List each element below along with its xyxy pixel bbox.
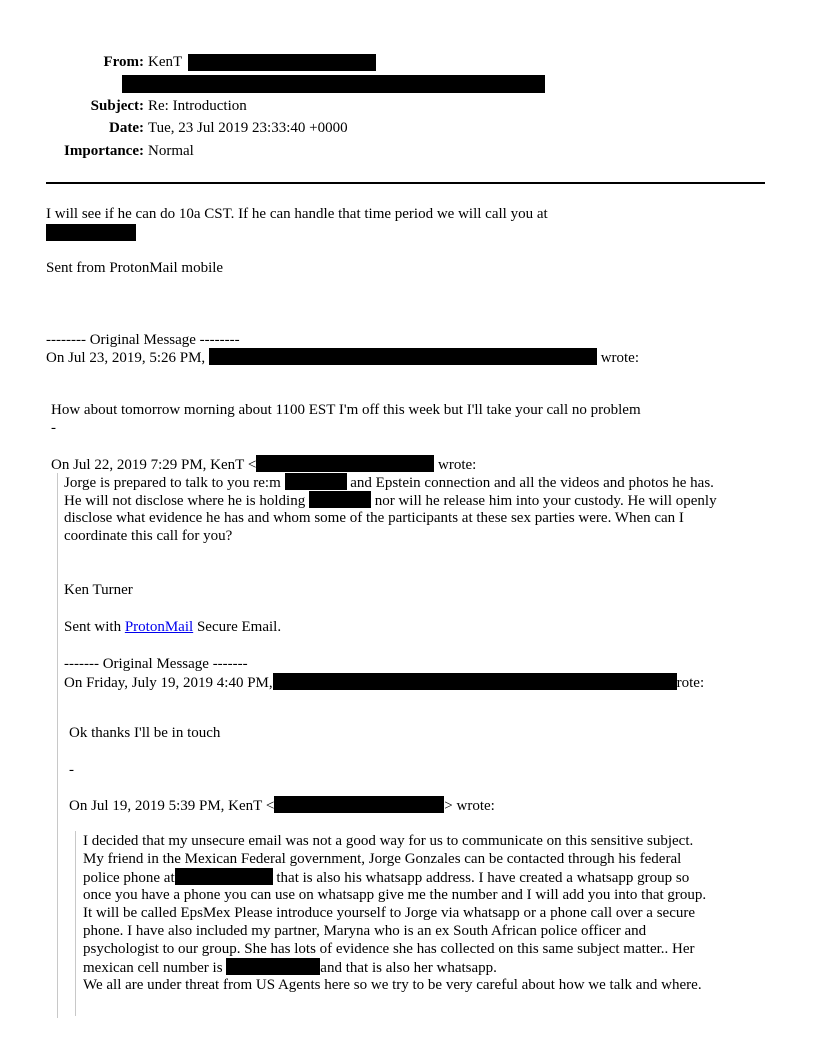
quote3-line8-a: mexican cell number is: [83, 960, 223, 976]
quote1-line3: disclose what evidence he has and whom some of the participants at these sex parties were. When can I: [64, 510, 684, 526]
quote3-line2: My friend in the Mexican Federal government, Jorge Gonzales can be contacted through his federal: [83, 851, 682, 867]
quote3-line3-a: police phone at: [83, 870, 175, 886]
quote3-line4: once you have a phone you can use on whatsapp give me the number and I will add you into that group.: [83, 887, 707, 903]
quote1-line1-a: Jorge is prepared to talk to you re:m: [64, 475, 281, 491]
quote3-line6: phone. I have also included my partner, Maryna who is an ex South African police officer and: [83, 923, 647, 939]
sent-with-a: Sent with: [64, 619, 122, 635]
quote2-dash: -: [69, 762, 74, 778]
quote2-on-suffix: > wrote:: [444, 798, 495, 814]
quote1-line1-b: and Epstein connection and all the videos and photos he has.: [350, 475, 714, 491]
header-divider: [46, 182, 765, 184]
quote2-header: [69, 796, 495, 815]
quote1-on-prefix: On Jul 22, 2019 7:29 PM, KenT <: [51, 457, 257, 473]
redaction-quote1-name: [285, 473, 347, 490]
quote1-line4: coordinate this call for you?: [64, 528, 233, 544]
quote3-line3-b: that is also his whatsapp address. I have created a whatsapp group so: [276, 870, 690, 886]
quote1-header: [51, 455, 476, 474]
importance-value: Normal: [148, 143, 194, 159]
sent-with-line: [64, 618, 281, 636]
quote1-line1: [64, 473, 714, 492]
quote3-line3: [83, 868, 689, 887]
subject-label: Subject:: [90, 98, 144, 114]
from-value: KenT: [148, 54, 183, 70]
quote-bar-level1: [57, 473, 58, 1018]
subject-value: Re: Introduction: [148, 98, 247, 114]
quote3-line7: psychologist to our group. She has lots of evidence she has collected on this same subject matter.. Her: [83, 941, 695, 957]
quote3-line8: [83, 958, 497, 977]
orig1-wrote: wrote:: [600, 350, 640, 366]
orig1-text: How about tomorrow morning about 1100 EST I'm off this week but I'll take your call no problem: [51, 402, 641, 418]
protonmail-link[interactable]: ProtonMail: [124, 619, 194, 635]
redaction-orig1-sender: [209, 348, 597, 365]
quote1-original-divider: ------- Original Message -------: [64, 656, 248, 672]
redaction-phone: [46, 224, 136, 241]
orig1-on-prefix: On Jul 23, 2019, 5:26 PM,: [46, 350, 206, 366]
reply-line: I will see if he can do 10a CST. If he can handle that time period we will call you at: [46, 206, 548, 222]
quote1-line2-a: He will not disclose where he is holding: [64, 493, 306, 509]
date-value: Tue, 23 Jul 2019 23:33:40 +0000: [148, 120, 348, 136]
quote2-text: Ok thanks I'll be in touch: [69, 725, 221, 741]
redaction-quote1-name2: [309, 491, 371, 508]
quote1-on2-suffix: rote:: [676, 675, 705, 691]
quote-bar-level2: [75, 831, 76, 1016]
quote3-line8-b: and that is also her whatsapp.: [320, 960, 497, 976]
original-message-divider: -------- Original Message --------: [46, 332, 240, 348]
quote3-line1: I decided that my unsecure email was not a good way for us to communicate on this sensitive subject.: [83, 833, 694, 849]
quote1-wrote: wrote:: [438, 457, 477, 473]
quote1-on2-header: [64, 673, 704, 692]
redaction-quote1-email: [256, 455, 434, 472]
signature-name: Ken Turner: [64, 582, 133, 598]
importance-label: Importance:: [64, 143, 144, 159]
orig1-dash: -: [51, 420, 56, 436]
date-label: Date:: [109, 120, 144, 136]
redaction-from-line2: [122, 75, 545, 93]
quote3-line9: We all are under threat from US Agents here so we try to be very careful about how we talk and where.: [83, 977, 702, 993]
quote1-line2: [64, 491, 717, 510]
sent-from-line: Sent from ProtonMail mobile: [46, 260, 224, 276]
from-label: From:: [103, 54, 144, 70]
redaction-quote1-sender2: [273, 673, 677, 690]
quote1-line2-b: nor will he release him into your custody. He will openly: [374, 493, 717, 509]
quote1-on2-prefix: On Friday, July 19, 2019 4:40 PM,: [64, 675, 273, 691]
redaction-quote2-email: [274, 796, 444, 813]
redaction-jorge-phone: [175, 868, 273, 885]
redaction-maryna-phone: [226, 958, 320, 975]
quote3-line5: It will be called EpsMex Please introduce yourself to Jorge via whatsapp or a phone call over a secure: [83, 905, 696, 921]
sent-with-b: Secure Email.: [196, 619, 282, 635]
quote2-on-prefix: On Jul 19, 2019 5:39 PM, KenT <: [69, 798, 275, 814]
orig1-header: [46, 348, 639, 367]
redaction-from-email: [188, 54, 376, 71]
